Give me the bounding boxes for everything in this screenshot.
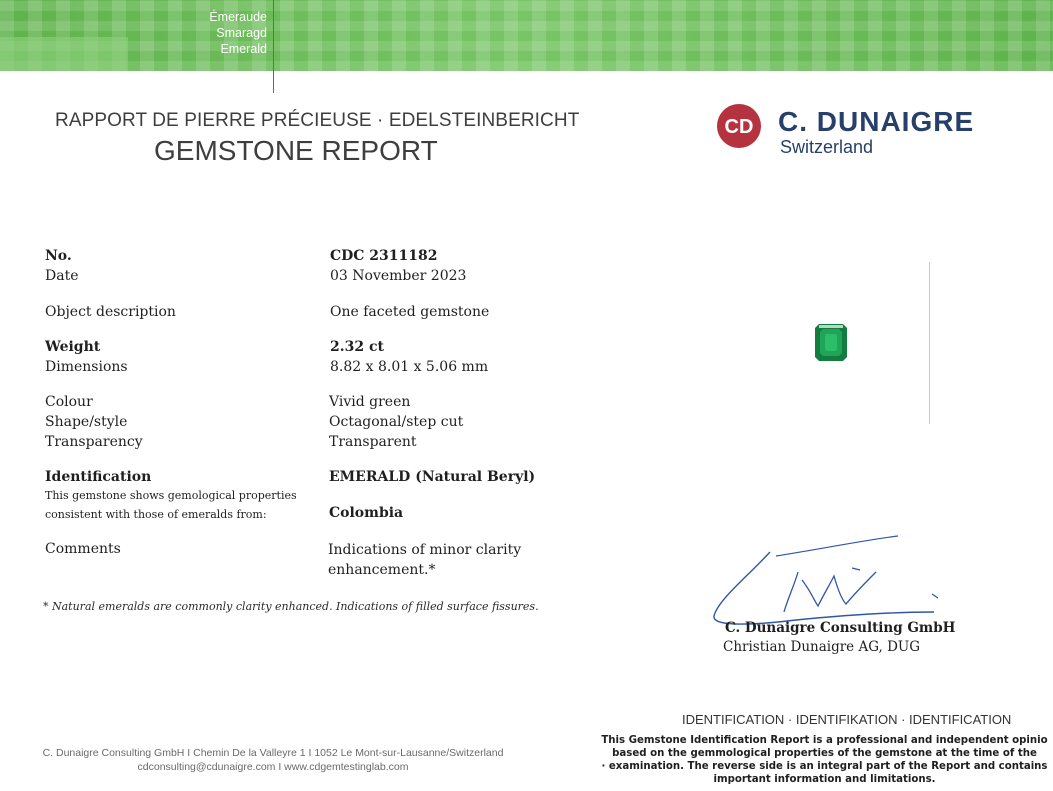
- identification-heading: IDENTIFICATION · IDENTIFIKATION · IDENTIFICATION: [682, 712, 1012, 727]
- transparency-label: Transparency: [45, 434, 143, 450]
- dimensions-label: Dimensions: [45, 359, 128, 375]
- handwritten-signature: [706, 528, 946, 628]
- shape-value: Octagonal/step cut: [329, 414, 464, 430]
- weight-value: 2.32 ct: [330, 339, 384, 355]
- disclaimer-line2: based on the gemmological properties of the gemstone at the time of the: [612, 748, 1037, 759]
- origin-note-line2: consistent with those of emeralds from:: [45, 508, 267, 521]
- gem-photo-frame: [556, 262, 930, 424]
- date-label: Date: [45, 268, 79, 284]
- banner-divider: [273, 0, 274, 93]
- comments-line1: Indications of minor clarity: [328, 542, 522, 558]
- emerald-gem-image: [815, 324, 847, 361]
- report-title-multilang: RAPPORT DE PIERRE PRÉCIEUSE · EDELSTEINBERICHT: [55, 110, 580, 131]
- disclaimer-line3: · examination. The reverse side is an integral part of the Report and contains: [601, 761, 1048, 772]
- address-line1: C. Dunaigre Consulting GmbH I Chemin De la Valleyre 1 I 1052 Le Mont-sur-Lausanne/Switzerland: [42, 747, 504, 759]
- comments-label: Comments: [45, 541, 121, 557]
- disclaimer-line1: This Gemstone Identification Report is a professional and independent opinio: [601, 735, 1048, 746]
- dimensions-value: 8.82 x 8.01 x 5.06 mm: [330, 359, 489, 375]
- origin-value: Colombia: [329, 505, 404, 521]
- disclaimer-text: [596, 734, 1053, 786]
- comments-line2: enhancement.*: [328, 562, 436, 578]
- logo-monogram: CD: [724, 116, 754, 138]
- shape-label: Shape/style: [45, 414, 128, 430]
- brand-country: Switzerland: [780, 137, 874, 157]
- transparency-value: Transparent: [329, 434, 417, 450]
- number-label: No.: [45, 248, 72, 264]
- report-date: 03 November 2023: [330, 268, 467, 284]
- signatory-company: C. Dunaigre Consulting GmbH: [725, 620, 956, 636]
- company-address: [38, 746, 508, 774]
- weight-label: Weight: [45, 339, 101, 355]
- object-label: Object description: [45, 304, 176, 320]
- object-description: One faceted gemstone: [330, 304, 490, 320]
- identification-value: EMERALD (Natural Beryl): [329, 469, 536, 485]
- disclaimer-line4: important information and limitations.: [713, 774, 936, 785]
- report-title: GEMSTONE REPORT: [154, 135, 438, 166]
- gem-name-en: Emerald: [220, 42, 267, 56]
- colour-value: Vivid green: [329, 394, 411, 410]
- gem-name-de: Smaragd: [216, 26, 267, 40]
- report-number: CDC 2311182: [330, 248, 438, 264]
- banner-highlight: [0, 37, 128, 71]
- top-banner: [0, 0, 1053, 71]
- colour-label: Colour: [45, 394, 93, 410]
- origin-note-line1: This gemstone shows gemological properties: [45, 489, 297, 502]
- identification-label: Identification: [45, 469, 152, 485]
- gem-name-list: [209, 9, 267, 57]
- address-line2: cdconsulting@cdunaigre.com I www.cdgemtestinglab.com: [137, 761, 409, 773]
- signatory-person: Christian Dunaigre AG, DUG: [723, 639, 921, 655]
- footnote: * Natural emeralds are commonly clarity enhanced. Indications of filled surface fissures.: [43, 600, 539, 613]
- gem-name-fr: Émeraude: [209, 10, 267, 24]
- brand-name: C. DUNAIGRE: [778, 106, 975, 137]
- cd-logo-icon: [716, 103, 762, 149]
